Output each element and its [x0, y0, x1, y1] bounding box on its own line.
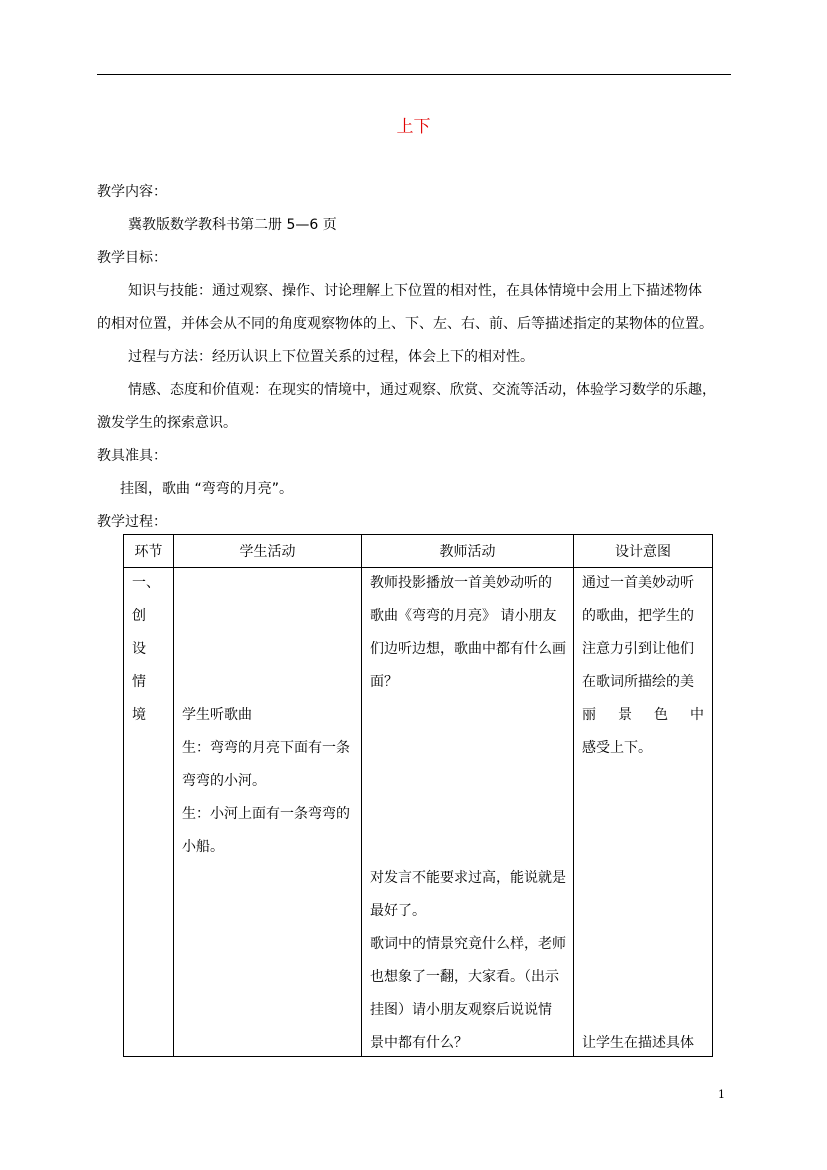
content-label: 教学内容： — [97, 184, 167, 200]
header-rule — [97, 74, 731, 75]
design-line: 丽 景 色 中 — [582, 707, 704, 723]
page-number: 1 — [718, 1088, 725, 1101]
design-line: 让学生在描述具体 — [582, 1035, 694, 1051]
tools-label: 教具准具： — [97, 448, 167, 464]
content-text: 冀教版数学教科书第二册 5—6 页 — [128, 217, 337, 233]
design-intent-cell — [574, 568, 713, 1057]
goal-emotion-line1: 情感、态度和价值观：在现实的情境中，通过观察、欣赏、交流等活动，体验学习数学的乐趣， — [128, 382, 716, 398]
tools-text: 挂图，歌曲 “弯弯的月亮”。 — [120, 481, 293, 497]
design-line: 感受上下。 — [582, 740, 652, 756]
teacher-line: 们边听边想，歌曲中都有什么画 — [370, 641, 566, 657]
header-design-intent: 设计意图 — [574, 535, 713, 568]
teacher-line: 歌曲《弯弯的月亮》 请小朋友 — [370, 608, 557, 624]
goals-label: 教学目标： — [97, 250, 167, 266]
process-table — [123, 534, 713, 1057]
design-line: 在歌词所描绘的美 — [582, 674, 694, 690]
teacher-line: 挂图）请小朋友观察后说说情 — [370, 1002, 552, 1018]
teacher-line: 对发言不能要求过高，能说就是 — [370, 870, 566, 886]
stage-text: 情 — [132, 674, 146, 690]
process-label: 教学过程： — [97, 514, 167, 530]
goal-emotion-line2: 激发学生的探索意识。 — [97, 415, 237, 431]
page-title: 上下 — [396, 117, 431, 137]
student-activity-cell — [174, 568, 362, 1057]
design-line: 通过一首美妙动听 — [582, 575, 694, 591]
student-line: 小船。 — [182, 839, 224, 855]
goal-knowledge-line1: 知识与技能：通过观察、操作、讨论理解上下位置的相对性，在具体情境中会用上下描述物体 — [128, 283, 702, 299]
teacher-line: 最好了。 — [370, 903, 426, 919]
teacher-line: 面？ — [370, 674, 398, 690]
student-line: 弯弯的小河。 — [182, 773, 266, 789]
header-teacher-activity: 教师活动 — [362, 535, 574, 568]
stage-text: 一、 — [132, 575, 160, 591]
stage-text: 设 — [132, 641, 146, 657]
teacher-line: 歌词中的情景究竟什么样，老师 — [370, 936, 566, 952]
header-student-activity: 学生活动 — [174, 535, 362, 568]
student-line: 生：弯弯的月亮下面有一条 — [182, 740, 350, 756]
goal-knowledge-line2: 的相对位置，并体会从不同的角度观察物体的上、下、左、右、前、后等描述指定的某物体的位置。 — [97, 316, 713, 332]
teacher-activity-cell — [362, 568, 574, 1057]
table-header-row — [124, 535, 713, 568]
design-line: 的歌曲，把学生的 — [582, 608, 694, 624]
stage-cell — [124, 568, 174, 1057]
student-line: 学生听歌曲 — [182, 707, 252, 723]
header-stage: 环节 — [124, 535, 174, 568]
stage-text: 创 — [132, 608, 146, 624]
stage-text: 境 — [132, 707, 146, 723]
table-row — [124, 568, 713, 1057]
design-line: 注意力引到让他们 — [582, 641, 694, 657]
teacher-line: 教师投影播放一首美妙动听的 — [370, 575, 552, 591]
teacher-line: 也想象了一翻，大家看。（出示 — [370, 969, 559, 985]
goal-process: 过程与方法：经历认识上下位置关系的过程，体会上下的相对性。 — [128, 349, 534, 365]
teacher-line: 景中都有什么？ — [370, 1035, 468, 1051]
student-line: 生：小河上面有一条弯弯的 — [182, 806, 350, 822]
